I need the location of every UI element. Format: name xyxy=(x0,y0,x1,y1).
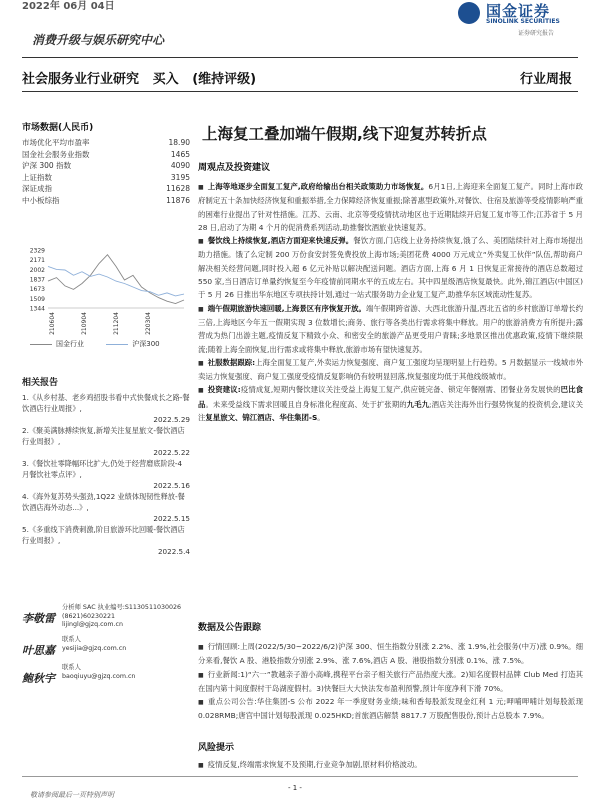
analyst-name: 鲍秋宇 xyxy=(22,672,55,685)
view-1-text: 6月1日,上海迎来全面复工复产。同时上海市政府制定五十条加快经济恢复和重振举措,全力保障经济恢复重振;除普惠型政策外,对餐饮、住宿及旅游等受疫情影响严重的困难行业提出了针对性措施。江苏、云南、北京等受疫情扰动地区也于近期陆续开启复工复市等工作;江苏省于 5 月 28 日,启动了为期 4 个月的促消费系列活动,助推餐饮酒旅业快速复苏。 xyxy=(198,182,584,232)
analyst-info-line: 联系人 xyxy=(62,636,81,643)
analyst-email[interactable]: lijingl@gjzq.com.cn xyxy=(62,621,123,629)
related-report-date: 2022.5.22 xyxy=(153,448,190,457)
related-report-item[interactable] xyxy=(22,491,190,524)
related-report-date: 2022.5.16 xyxy=(153,481,190,490)
analyst-info xyxy=(62,636,192,653)
y-tick-label: 2171 xyxy=(29,257,45,265)
logo-sub: 证券研究报告 xyxy=(518,30,555,37)
y-tick-label: 1509 xyxy=(29,295,45,303)
market-row-label: 上证指数 xyxy=(22,172,52,182)
risk-body xyxy=(198,758,583,772)
related-report-text: 3.《餐饮社零降幅环比扩大,仍处于经营磨底阶段-4 月餐饮社零点评》, xyxy=(22,459,183,479)
risk-paragraph: ■ 疫情反复,终端需求恢复不及预期,行业竞争加剧,原材料价格波动。 xyxy=(198,758,583,772)
analyst-email[interactable]: yesijia@gjzq.com.cn xyxy=(62,644,127,652)
analyst-name: 李敬雷 xyxy=(22,612,55,625)
market-row-label: 深证成指 xyxy=(22,184,52,193)
market-row-label: 中小板综指 xyxy=(22,195,60,205)
analyst-info xyxy=(62,664,192,681)
market-row xyxy=(22,149,190,161)
chart-legend xyxy=(30,339,160,349)
view-paragraph-1 xyxy=(198,180,583,234)
index-chart-svg xyxy=(22,246,190,338)
x-tick-label: 220304 xyxy=(145,312,152,335)
rating-buy: 买入 xyxy=(152,72,179,87)
footer-note: 敬请参阅最后一页特别声明 xyxy=(30,791,114,799)
market-row-value: 4090 xyxy=(170,161,190,170)
x-tick-label: 210604 xyxy=(49,312,56,335)
related-reports xyxy=(22,375,190,557)
view-5-stock-3: 复星旅文、锦江酒店、华住集团-S xyxy=(205,413,318,423)
header-divider xyxy=(22,57,578,58)
logo-en: SINOLINK SECURITIES xyxy=(486,18,560,25)
series-line-1 xyxy=(48,266,184,296)
analyst-info-line: (8621)60230221 xyxy=(62,612,115,620)
industry-name: 社会服务业行业研究 xyxy=(22,72,140,87)
y-tick-label: 1344 xyxy=(29,305,45,313)
industry-line xyxy=(22,68,256,87)
view-1-lead: 上海等地逐步全面复工复产,政府给输出台相关政策助力市场恢复。 xyxy=(207,182,429,191)
report-title: 上海复工叠加端午假期,线下迎复苏转折点 xyxy=(202,125,487,143)
related-report-item[interactable] xyxy=(22,392,190,425)
view-paragraph-2 xyxy=(198,234,583,301)
report-date: 2022年 06月 04日 xyxy=(22,1,115,12)
related-report-date: 2022.5.29 xyxy=(153,415,190,424)
legend-hs300: 沪深300 xyxy=(132,340,160,348)
related-report-item[interactable] xyxy=(22,425,190,458)
related-report-item[interactable] xyxy=(22,524,190,557)
x-tick-label: 211204 xyxy=(113,312,120,335)
data-paragraph-1: ■ 行情回顾:上周(2022/5/30~2022/6/2)沪深 300、恒生指数分别涨 2.2%、涨 1.9%,社会服务(中万)涨 0.9%。细分来看,餐饮 A 股、港股指数分别涨 2.9%、涨 7.6%,酒店 A 股、港股指数分别涨 0.1%、涨 7.5%。 xyxy=(198,640,583,668)
data-body xyxy=(198,640,583,723)
view-5-stock-1: 巴比食品 xyxy=(198,385,583,409)
market-row xyxy=(22,183,190,195)
analyst-info-line: 联系人 xyxy=(62,664,81,671)
rating-keep: (维持评级) xyxy=(192,72,257,87)
views-body xyxy=(198,180,583,424)
view-4-lead: 社服数据跟踪: xyxy=(207,357,256,367)
y-tick-label: 1673 xyxy=(29,286,45,294)
related-report-item[interactable] xyxy=(22,458,190,491)
related-report-date: 2022.5.4 xyxy=(157,547,190,556)
view-5-text-e: ;酒店关注海外出行强势恢复的投资机会,建议关注 xyxy=(198,399,583,423)
view-5-text-c: 。未来受益线下需求回暖且自身标准化程度高、处于扩张期的 xyxy=(205,399,407,409)
x-tick-label: 210904 xyxy=(81,312,88,335)
market-row xyxy=(22,195,190,207)
y-tick-label: 1837 xyxy=(29,276,45,284)
market-row-value: 11876 xyxy=(166,195,190,205)
view-3-text: 端午假期跨省游、大西北旅游升温,西北五省的乡村旅游订单增长约三倍,上海地区今年五一假期实现 3 位数增长;商务、旅行等各类出行需求将集中释放。用户的旅游消费方有所提升;露营成为热门出游主题,疫情反复下精致小众、和密安全的旅游产品更受用户青睐;多地景区推出优惠政策,疫情下继续限流;随着上海全面恢复,出行需求或将集中释放,旅游市场有望快速复苏。 xyxy=(198,303,583,354)
view-2-text: 餐饮方面,门店线上业务持续恢复,饿了么、美团陆续针对上海市场提出助力措施。饿了么定制 200 万份食安封签免费投放上海市场;美团花费 4000 万元成立“外卖复工伙伴”队伍,帮助商户解决相关经营问题,同时投入超 6 亿元补贴以解决配送问题。酒店方面,上海 6 月 1 日恢复正常接待的酒店总数超过 550 家,当日酒店订单量约恢复至今年疫情前同期水平的五成左右。其中四星级酒店恢复最快。此外,锦江酒店(中国区)于 5 月 26 日推出华东地区专项扶持计划,通过一站式服务助力企业复工复产,助推华东区域流动性复苏。 xyxy=(198,236,584,300)
research-center-name: 消费升级与娱乐研究中心 xyxy=(32,33,165,47)
view-5-text-g: 。 xyxy=(317,413,325,423)
analyst-name: 叶思嘉 xyxy=(22,644,55,657)
related-report-date: 2022.5.15 xyxy=(153,514,190,523)
footer-divider xyxy=(22,776,578,777)
view-5-stock-2: 九毛九 xyxy=(406,399,430,409)
view-2-lead: 餐饮线上持续恢复,酒店方面迎来快速反弹。 xyxy=(207,236,354,246)
market-row-label: 市场优化平均市盈率 xyxy=(22,138,90,147)
section-title-risk: 风险提示 xyxy=(198,743,235,753)
related-title: 相关报告 xyxy=(22,378,59,388)
market-data-panel xyxy=(22,120,190,206)
market-row-value: 18.90 xyxy=(168,138,190,147)
data-paragraph-3: ■ 重点公司公告:华住集团-S 公布 2022 年一季度财务业绩;味和香每股派发现金红利 1 元;呷哺呷哺计划每股派现 0.028RMB;唐宫中国计划每股派现 0.025HKD;首旅酒店解禁 8817.7 万股配售股份,预计占总股本 7.9%。 xyxy=(198,695,583,723)
related-report-text: 4.《海外复苏势头强劲,1Q22 业绩体现韧性释放-餐饮酒店海外动态...》, xyxy=(22,492,185,512)
logo-cn: 国金证券 xyxy=(486,2,551,20)
market-rows xyxy=(22,137,190,206)
related-list xyxy=(22,392,190,557)
section-title-views: 周观点及投资建议 xyxy=(198,163,271,173)
analyst-info xyxy=(62,604,192,630)
view-5-text-a: 疫情成复,短期内餐饮建议关注受益上海复工复产,供应链完备、锁定年餐刚需、团餐业务发展快的 xyxy=(240,385,561,395)
logo-mark-icon xyxy=(458,2,480,24)
series-line-0 xyxy=(48,255,184,304)
related-report-text: 1.《从乡村基、老乡鸡招股书看中式快餐成长之路-餐饮酒店行业周报》, xyxy=(22,393,190,413)
related-report-text: 2.《聚美满脉搏续恢复,新增关注复星旅文-餐饮酒店行业周报》, xyxy=(22,426,185,446)
market-row-value: 1465 xyxy=(170,149,190,159)
legend-industry: 国金行业 xyxy=(56,340,84,348)
section-title-data: 数据及公告跟踪 xyxy=(198,623,262,633)
page-number: - 1 - xyxy=(288,784,302,792)
market-row xyxy=(22,172,190,184)
analyst-info-line: 分析师 SAC 执业编号:S1130511030026 xyxy=(62,604,181,611)
legend-line-industry xyxy=(30,344,52,345)
analyst-email[interactable]: baoqiuyu@gjzq.com.cn xyxy=(62,672,136,680)
market-row-label: 国金社会服务业指数 xyxy=(22,149,90,159)
header-divider-2 xyxy=(22,91,578,92)
view-paragraph-3 xyxy=(198,302,583,356)
view-5-lead: 投资建议: xyxy=(207,385,241,395)
related-report-text: 5.《多重线下消费刺激,阶目旅游环比回暖-餐饮酒店行业周报》, xyxy=(22,525,185,545)
view-3-lead: 端午假期旅游快速回暖,上海景区有序恢复开放。 xyxy=(207,303,366,313)
market-row-value: 3195 xyxy=(170,172,190,182)
market-row-value: 11628 xyxy=(166,184,190,193)
report-type: 行业周报 xyxy=(519,72,572,87)
y-tick-label: 2329 xyxy=(29,247,45,255)
sinolink-logo xyxy=(458,2,598,36)
data-paragraph-2: ■ 行业新闻:1)“六一”教越亲子游小高峰,携程平台亲子相关旅行产品热度大涨。2)知名度假村品牌 Club Med 打造其在国内第十间度假村干岛湖度假村。3)快餐巨大大快法发布盈利预警,预计年度净利下滑 70%。 xyxy=(198,668,583,696)
view-paragraph-4 xyxy=(198,356,583,384)
market-row-label: 沪深 300 指数 xyxy=(22,161,72,170)
y-tick-label: 2002 xyxy=(29,266,45,274)
market-data-title: 市场数据(人民币) xyxy=(22,123,94,133)
market-row xyxy=(22,160,190,172)
view-4-text: 上海全面复工复产,外卖运力恢复强度、商户复工强度均呈现明显上行趋势。5 月数据显示一线城市外卖运力恢复强度、商户复工强度受疫情反复影响仍有较明显回落,恢复强度均低于其他线级城市。 xyxy=(198,357,583,382)
legend-line-hs300 xyxy=(106,344,128,345)
market-row xyxy=(22,137,190,149)
view-paragraph-5 xyxy=(198,383,583,424)
